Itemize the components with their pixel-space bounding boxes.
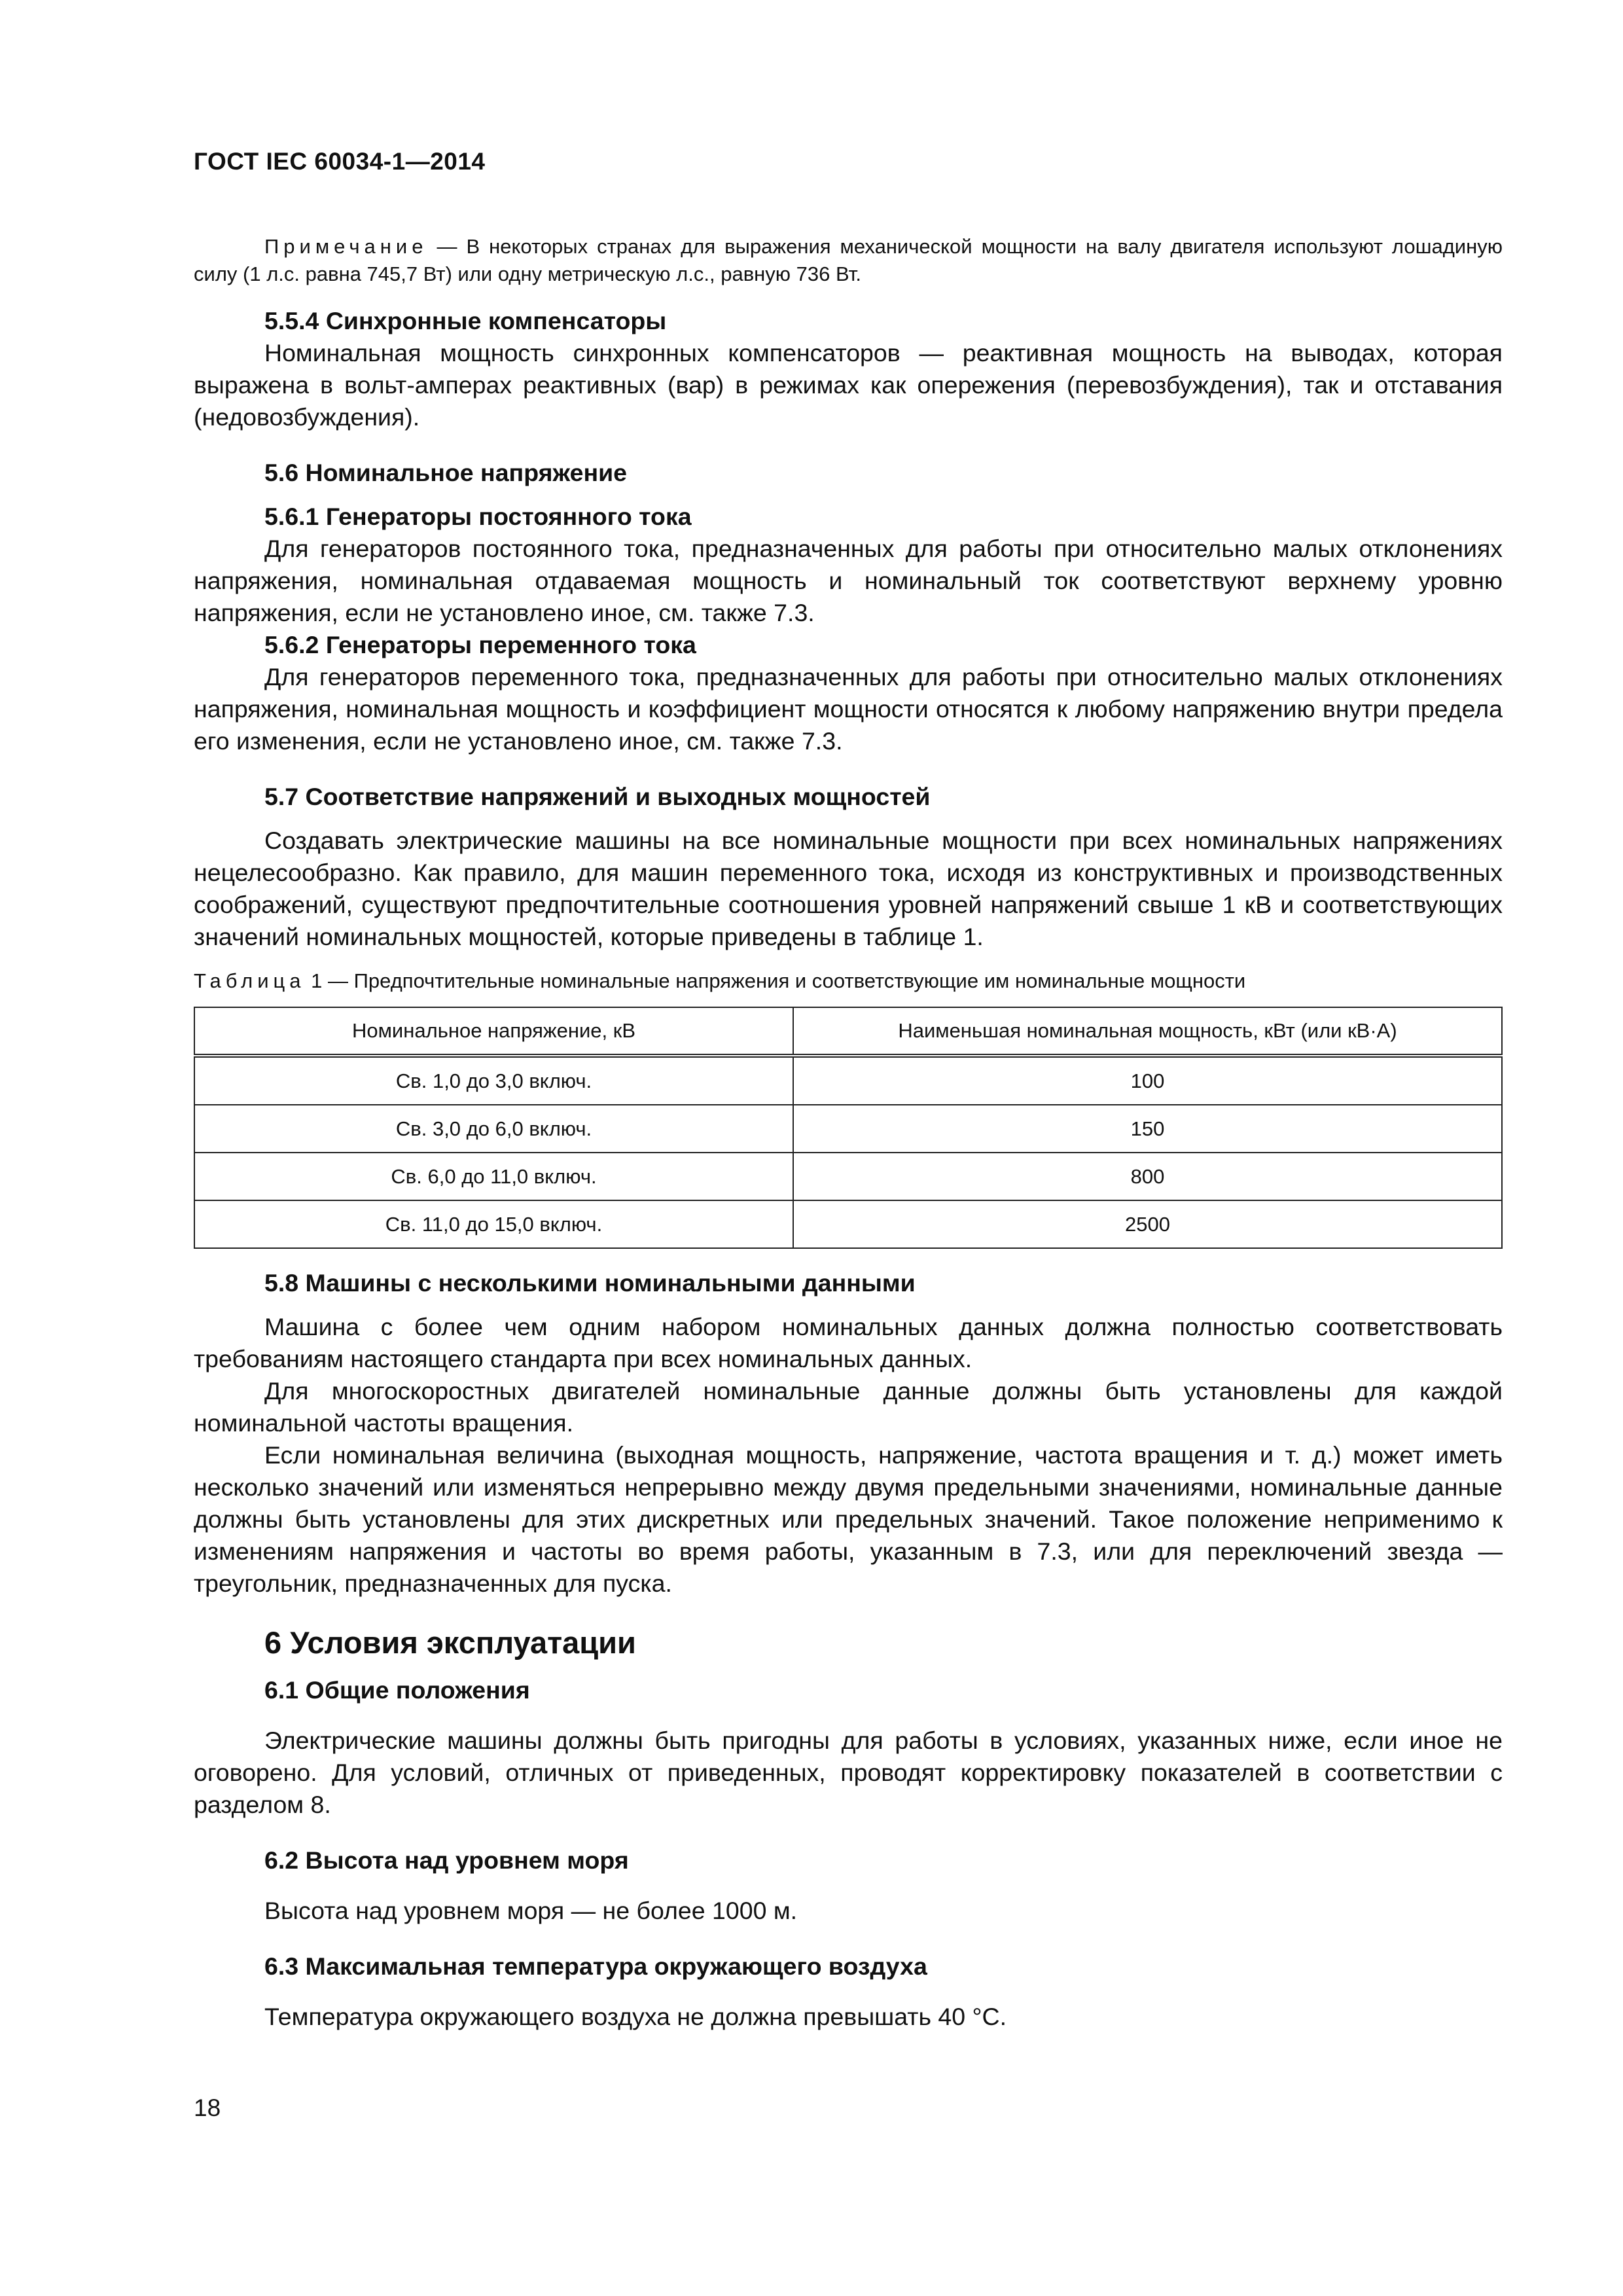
table-1-caption (194, 967, 1503, 995)
note-text: — В некоторых странах для выражения механической мощности на валу двигателя используют лошадиную силу (1 л.с. равна 745,7 Вт) или одну метрическую л.с., равную 736 Вт. (194, 235, 1503, 285)
table-row (194, 1200, 1502, 1248)
table-1 (194, 1007, 1503, 1249)
page-content (194, 148, 1503, 2033)
section-5-6-1-title: 5.6.1 Генераторы постоянного тока (264, 503, 692, 530)
table-cell-voltage: Св. 1,0 до 3,0 включ. (194, 1056, 793, 1105)
table-row (194, 1153, 1502, 1200)
table-cell-voltage: Св. 11,0 до 15,0 включ. (194, 1200, 793, 1248)
table-row (194, 1056, 1502, 1105)
table-row (194, 1105, 1502, 1153)
table-caption-label: Таблица (194, 969, 306, 992)
note-paragraph (194, 233, 1503, 288)
section-5-6-2-text: Для генераторов переменного тока, предназначенных для работы при относительно малых отклонениях напряжения, номинальная мощность и коэффициент мощности относятся к любому напряжению внутри предела его изменения, если не установлено иное, см. также 7.3. (194, 663, 1503, 755)
table-header-power: Наименьшая номинальная мощность, кВт (или кВ·А) (793, 1007, 1502, 1056)
section-6-3-title: 6.3 Максимальная температура окружающего воздуха (264, 1952, 927, 1980)
section-5-6-title: 5.6 Номинальное напряжение (264, 459, 628, 486)
section-6-2-text: Высота над уровнем моря — не более 1000 м. (264, 1897, 798, 1924)
section-5-8-paragraph-1: Машина с более чем одним набором номинальных данных должна полностью соответствовать требованиям настоящего стандарта при всех номинальных данных. (194, 1313, 1503, 1372)
table-caption-text: 1 — Предпочтительные номинальные напряжения и соответствующие им номинальные мощности (305, 969, 1246, 992)
section-5-5-4-title: 5.5.4 Синхронные компенсаторы (264, 307, 667, 334)
section-5-7-title: 5.7 Соответствие напряжений и выходных мощностей (264, 783, 931, 810)
table-header-voltage: Номинальное напряжение, кВ (194, 1007, 793, 1056)
table-cell-power: 800 (793, 1153, 1502, 1200)
section-5-8-paragraph-3: Если номинальная величина (выходная мощность, напряжение, частота вращения и т. д.) может иметь несколько значений или изменяться непрерывно между двумя предельными значениями, номинальные данные должны быть установлены для этих дискретных или предельных значений. Такое положение неприменимо к изменениям напряжения и частоты во время работы, указанным в 7.3, или для переключений звезда — треугольник, предназначенных для пуска. (194, 1441, 1503, 1597)
table-cell-power: 150 (793, 1105, 1502, 1153)
page-number: 18 (194, 2094, 221, 2121)
section-5-7-text: Создавать электрические машины на все номинальные мощности при всех номинальных напряжениях нецелесообразно. Как правило, для машин переменного тока, исходя из конструктивных и производственных соображений, существуют предпочтительные соотношения уровней напряжений свыше 1 кВ и соответствующих значений номинальных мощностей, которые приведены в таблице 1. (194, 827, 1503, 950)
table-header-row (194, 1007, 1502, 1056)
section-6-1-title: 6.1 Общие положения (264, 1676, 530, 1704)
section-6-2-title: 6.2 Высота над уровнем моря (264, 1846, 629, 1874)
table-cell-voltage: Св. 6,0 до 11,0 включ. (194, 1153, 793, 1200)
section-6-3-text: Температура окружающего воздуха не должна превышать 40 °С. (264, 2003, 1007, 2030)
table-cell-power: 2500 (793, 1200, 1502, 1248)
section-5-6-2-title: 5.6.2 Генераторы переменного тока (264, 631, 696, 658)
section-6-title: 6 Условия эксплуатации (264, 1625, 636, 1660)
section-5-6-1-text: Для генераторов постоянного тока, предназначенных для работы при относительно малых отклонениях напряжения, номинальная отдаваемая мощность и номинальный ток соответствуют верхнему уровню напряжения, если не установлено иное, см. также 7.3. (194, 535, 1503, 626)
table-cell-voltage: Св. 3,0 до 6,0 включ. (194, 1105, 793, 1153)
table-cell-power: 100 (793, 1056, 1502, 1105)
section-5-8-paragraph-2: Для многоскоростных двигателей номинальные данные должны быть установлены для каждой номинальной частоты вращения. (194, 1377, 1503, 1437)
section-5-5-4-text: Номинальная мощность синхронных компенсаторов — реактивная мощность на выводах, которая выражена в вольт-амперах реактивных (вар) в режимах как опережения (перевозбуждения), так и отставания (недовозбуждения). (194, 339, 1503, 431)
note-label: Примечание (264, 235, 428, 258)
document-code-header: ГОСТ IEC 60034-1—2014 (194, 148, 486, 175)
section-6-1-text: Электрические машины должны быть пригодны для работы в условиях, указанных ниже, если иное не оговорено. Для условий, отличных от приведенных, проводят корректировку показателей в соответствии с разделом 8. (194, 1727, 1503, 1818)
section-5-8-title: 5.8 Машины с несколькими номинальными данными (264, 1269, 916, 1297)
